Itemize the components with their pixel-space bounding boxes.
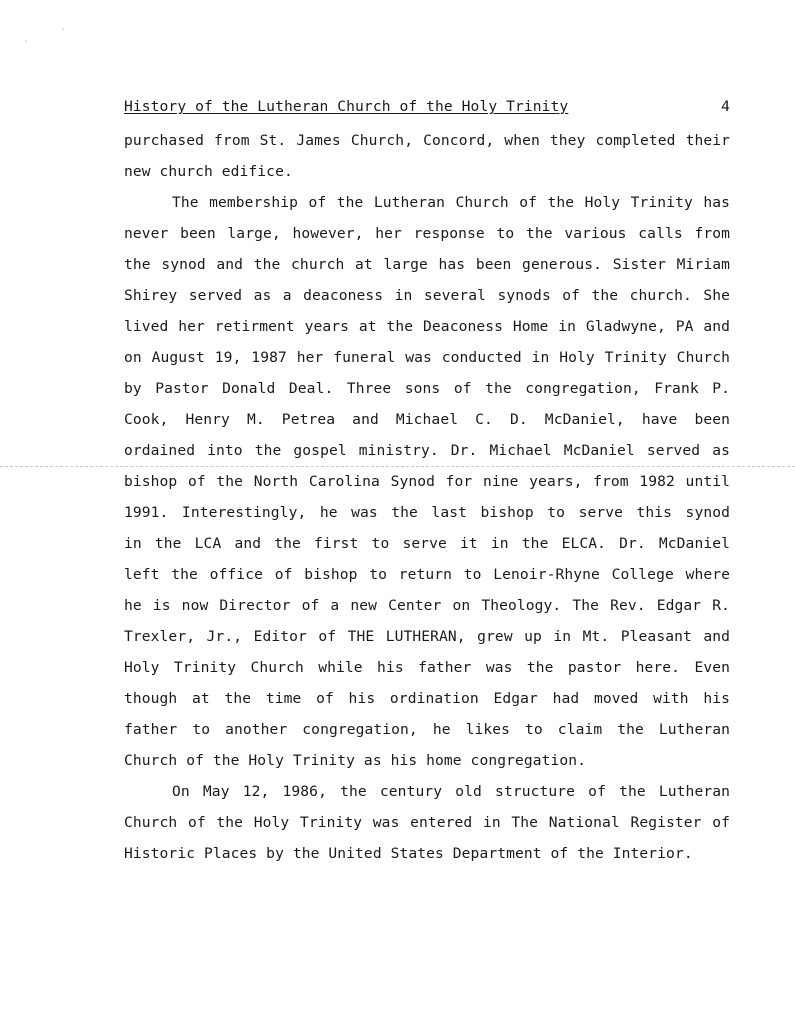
text-line: lived her retirment years at the Deaconess Home in Gladwyne, PA and [124, 318, 730, 335]
body-text [124, 125, 730, 869]
text-line: On May 12, 1986, the century old structure of the Lutheran [172, 783, 730, 800]
text-line: ordained into the gospel ministry. Dr. Michael McDaniel served as [124, 442, 730, 459]
text-line: Cook, Henry M. Petrea and Michael C. D. McDaniel, have been [124, 411, 730, 428]
document-title: History of the Lutheran Church of the Holy Trinity [124, 98, 569, 115]
text-line: Shirey served as a deaconess in several synods of the church. She [124, 287, 730, 304]
text-line: never been large, however, her response to the various calls from [124, 225, 730, 242]
text-line: by Pastor Donald Deal. Three sons of the congregation, Frank P. [124, 380, 730, 397]
text-line: Holy Trinity Church while his father was the pastor here. Even [124, 659, 730, 676]
text-line: on August 19, 1987 her funeral was conducted in Holy Trinity Church [124, 349, 730, 366]
text-line: Trexler, Jr., Editor of THE LUTHERAN, grew up in Mt. Pleasant and [124, 628, 730, 645]
text-line: he is now Director of a new Center on Theology. The Rev. Edgar R. [124, 597, 730, 614]
scan-speck [25, 40, 27, 42]
text-line: though at the time of his ordination Edgar had moved with his [124, 690, 730, 707]
text-line: father to another congregation, he likes to claim the Lutheran [124, 721, 730, 738]
text-line: The membership of the Lutheran Church of the Holy Trinity has [172, 194, 730, 211]
text-line: new church edifice. [124, 163, 293, 180]
text-line: Historic Places by the United States Department of the Interior. [124, 845, 693, 862]
text-line: 1991. Interestingly, he was the last bishop to serve this synod [124, 504, 730, 521]
text-line: Church of the Holy Trinity as his home congregation. [124, 752, 587, 769]
text-line: the synod and the church at large has been generous. Sister Miriam [124, 256, 730, 273]
page-header [124, 95, 730, 117]
text-line: Church of the Holy Trinity was entered in The National Register of [124, 814, 730, 831]
scan-speck [62, 28, 64, 30]
text-line: purchased from St. James Church, Concord, when they completed their [124, 132, 730, 149]
page-number: 4 [721, 98, 730, 115]
text-line: in the LCA and the first to serve it in the ELCA. Dr. McDaniel [124, 535, 730, 552]
text-line: left the office of bishop to return to Lenoir-Rhyne College where [124, 566, 730, 583]
text-line: bishop of the North Carolina Synod for nine years, from 1982 until [124, 473, 730, 490]
